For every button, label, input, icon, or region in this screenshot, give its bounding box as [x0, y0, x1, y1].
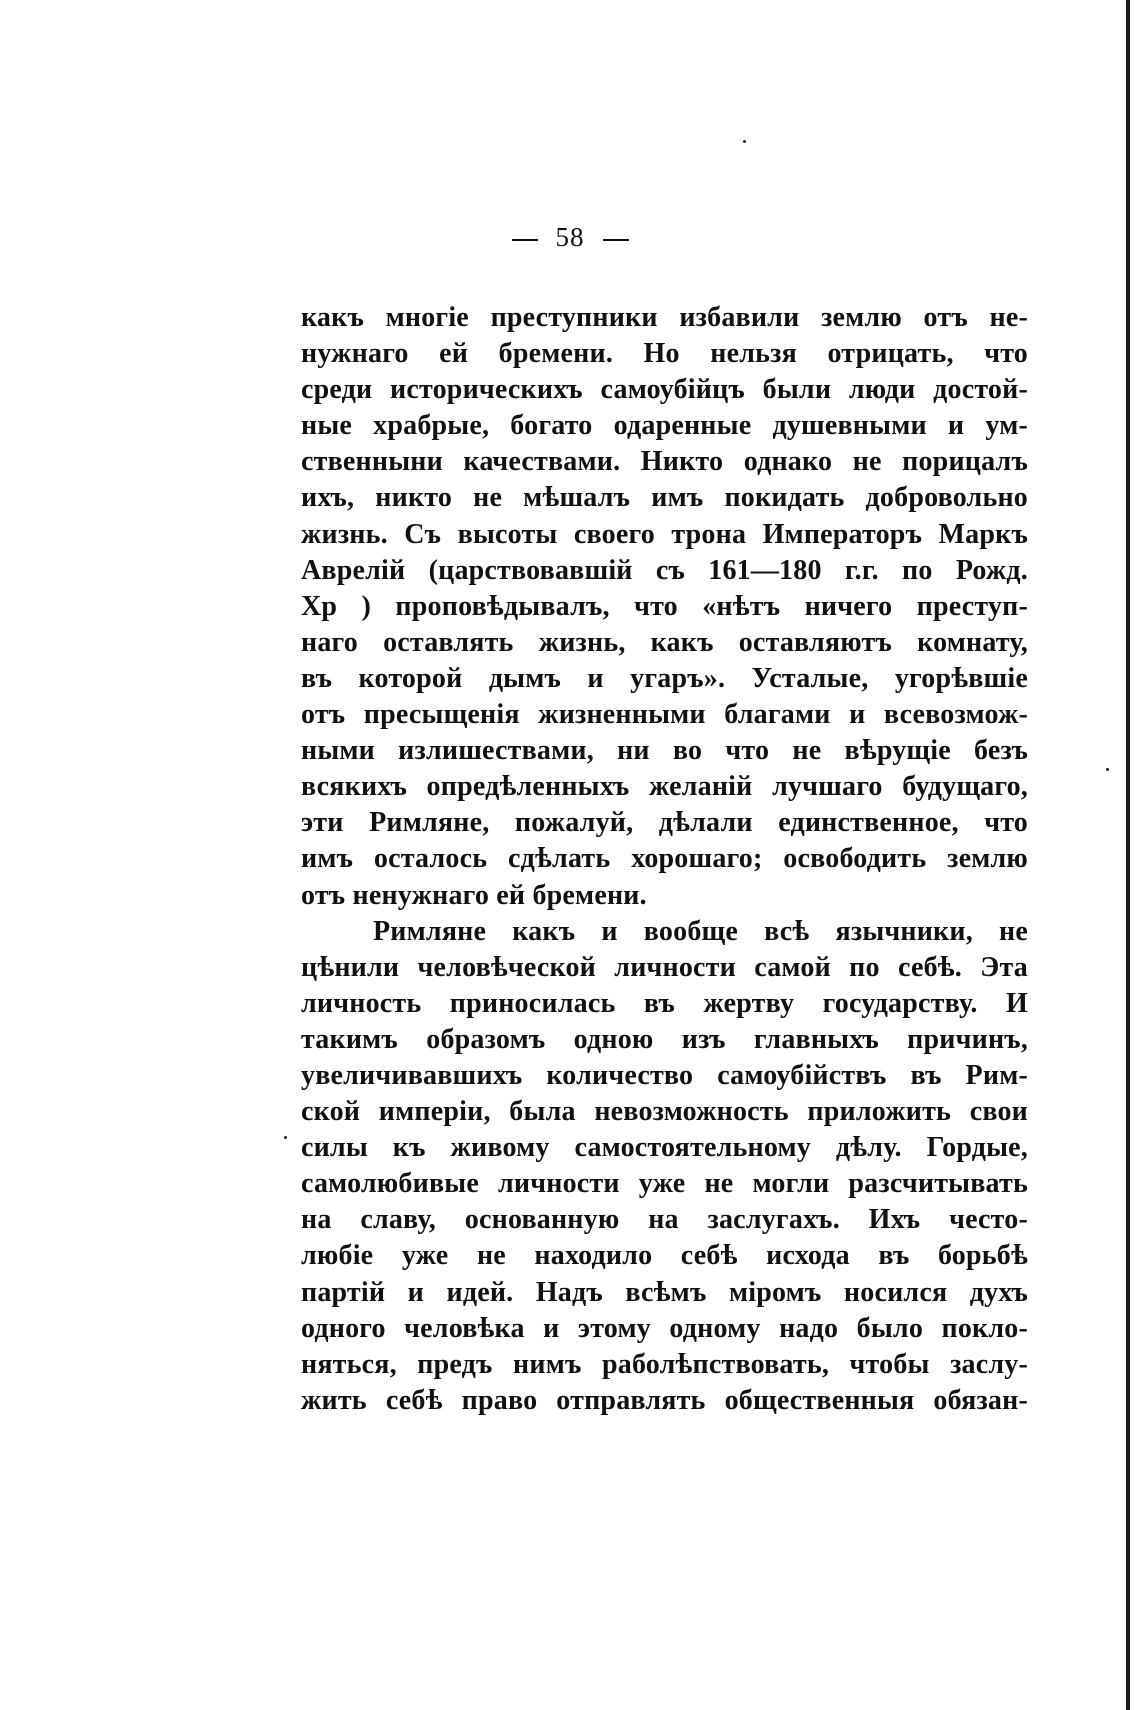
- text-line: одного человѣка и этому одному надо было покло-: [301, 1312, 1028, 1344]
- page-number: [0, 222, 1140, 253]
- text-line: эти Римляне, пожалуй, дѣлали единственное, что: [301, 807, 1028, 839]
- text-line: отъ ненужнаго ей бремени.: [301, 879, 647, 911]
- text-line: на славу, основанную на заслугахъ. Ихъ често-: [301, 1204, 1028, 1236]
- text-line: ными излишествами, ни во что не вѣрущіе безъ: [301, 735, 1028, 767]
- text-line: Аврелій (царствовавшій съ 161—180 г.г. по Рожд.: [301, 554, 1028, 586]
- text-line: Хр ) проповѣдывалъ, что «нѣтъ ничего преступ-: [301, 590, 1028, 622]
- scan-speck: [743, 140, 746, 143]
- text-line: ственныни качествами. Никто однако не порицалъ: [301, 446, 1028, 478]
- text-line: няться, предъ нимъ раболѣпствовать, чтобы заслу-: [301, 1348, 1028, 1380]
- text-line: въ которой дымъ и угаръ». Усталые, угорѣвшіе: [301, 662, 1028, 694]
- text-line: личность приносилась въ жертву государству. И: [301, 987, 1028, 1019]
- dash-left: [512, 239, 538, 241]
- text-line: ской имперіи, была невозможность приложить свои: [301, 1096, 1028, 1128]
- text-line: наго оставлять жизнь, какъ оставляютъ комнату,: [301, 626, 1028, 658]
- text-line: партій и идей. Надъ всѣмъ міромъ носился духъ: [301, 1276, 1028, 1308]
- paragraph: [301, 300, 1028, 914]
- scan-speck: [284, 1136, 287, 1139]
- text-line: такимъ образомъ одною изъ главныхъ причинъ,: [301, 1023, 1028, 1055]
- scan-page-edge: [1126, 0, 1130, 1710]
- page-number-value: 58: [555, 222, 585, 252]
- body-text: [301, 300, 1028, 1419]
- text-line: цѣнили человѣческой личности самой по себѣ. Эта: [301, 951, 1028, 983]
- text-line: какъ многіе преступники избавили землю отъ не-: [301, 302, 1028, 333]
- scan-speck: [1106, 768, 1109, 771]
- text-line: любіе уже не находило себѣ исхода въ борьбѣ: [301, 1240, 1028, 1272]
- text-line: отъ пресыщенія жизненными благами и всевозмож-: [301, 699, 1028, 731]
- text-line: нужнаго ей бремени. Но нельзя отрицать, что: [301, 338, 1028, 370]
- text-line: жить себѣ право отправлять общественныя обязан-: [301, 1384, 1028, 1416]
- text-line: Римляне какъ и вообще всѣ язычники, не: [373, 915, 1028, 947]
- dash-right: [603, 239, 629, 241]
- text-line: увеличивавшихъ количество самоубійствъ въ Рим-: [301, 1059, 1028, 1091]
- text-line: самолюбивые личности уже не могли разсчитывать: [301, 1168, 1028, 1200]
- text-line: имъ осталось сдѣлать хорошаго; освободить землю: [301, 843, 1028, 875]
- text-line: ихъ, никто не мѣшалъ имъ покидать добровольно: [301, 482, 1028, 514]
- text-line: ные храбрые, богато одаренные душевными и ум-: [301, 410, 1028, 442]
- text-line: силы къ живому самостоятельному дѣлу. Гордые,: [301, 1132, 1028, 1164]
- text-line: жизнь. Съ высоты своего трона Императоръ Маркъ: [301, 518, 1028, 550]
- paragraph: [301, 914, 1028, 1419]
- text-line: всякихъ опредѣленныхъ желаній лучшаго будущаго,: [301, 771, 1028, 803]
- text-line: среди историческихъ самоубійцъ были люди достой-: [301, 374, 1028, 406]
